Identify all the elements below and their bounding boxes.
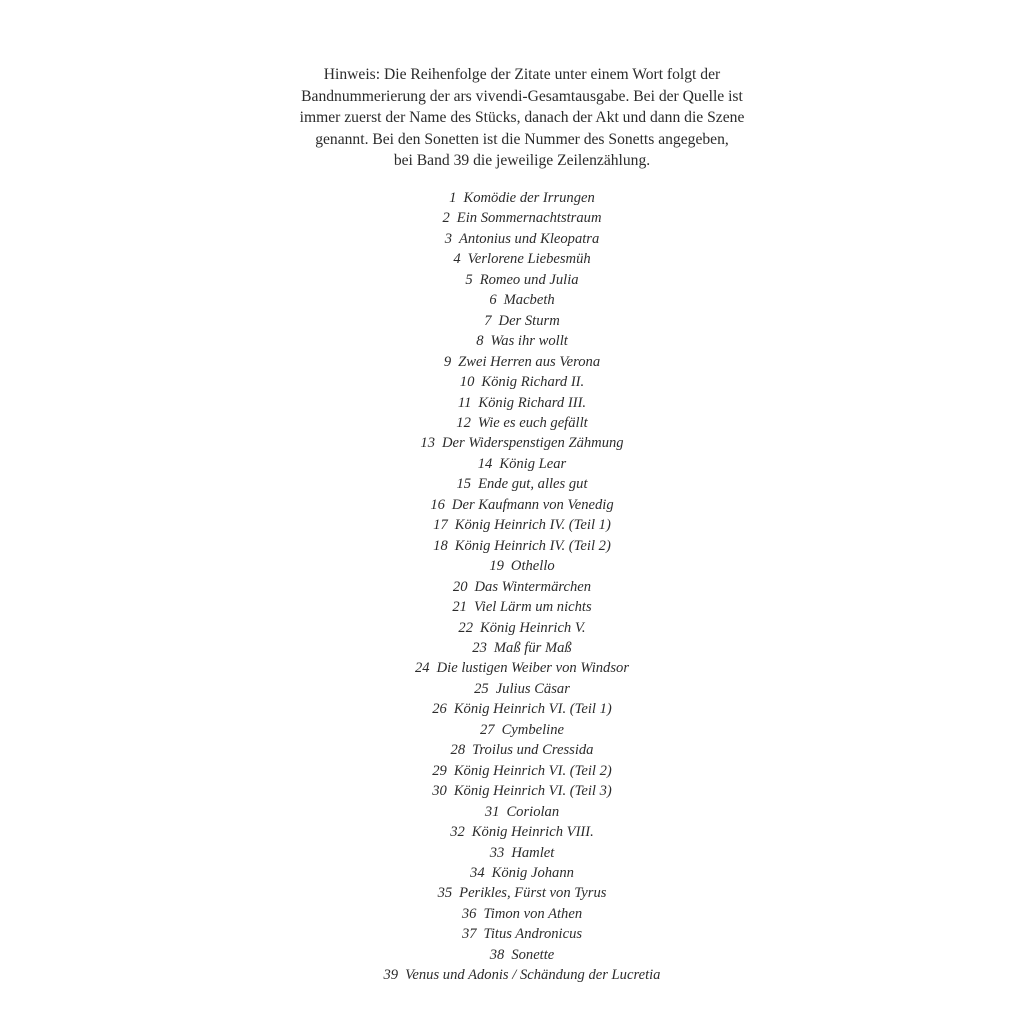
volume-number: 15 xyxy=(456,476,472,493)
volume-title: König Heinrich IV. (Teil 1) xyxy=(454,517,611,534)
volume-number: 3 xyxy=(444,230,453,247)
volume-number: 16 xyxy=(430,496,445,513)
volume-number: 10 xyxy=(459,374,475,391)
volume-title: Titus Andronicus xyxy=(483,926,583,943)
volume-title: Ein Sommernachtstraum xyxy=(456,210,602,227)
volume-title: Romeo und Julia xyxy=(479,271,579,288)
volume-title: König Heinrich V. xyxy=(480,619,586,636)
volume-list-item xyxy=(262,413,782,433)
volume-title: König Lear xyxy=(499,455,567,472)
volume-list-item xyxy=(262,270,782,290)
editorial-note xyxy=(262,64,782,172)
volume-number: 8 xyxy=(476,333,484,350)
volume-title: Was ihr wollt xyxy=(490,333,568,350)
volume-title: Timon von Athen xyxy=(483,905,583,922)
volume-list-item xyxy=(262,638,782,658)
editorial-note-line: bei Band 39 die jeweilige Zeilenzählung. xyxy=(393,152,651,169)
volume-number: 28 xyxy=(450,742,466,759)
volume-list-item xyxy=(262,495,782,515)
volume-title: König Heinrich VI. (Teil 1) xyxy=(453,701,612,718)
volume-list-item xyxy=(262,679,782,699)
volume-number: 37 xyxy=(461,926,477,943)
volume-list-item xyxy=(262,372,782,392)
volume-list-item xyxy=(262,761,782,781)
volume-number: 32 xyxy=(450,824,465,841)
volume-title: Perikles, Fürst von Tyrus xyxy=(459,885,607,902)
volume-list-item xyxy=(262,822,782,842)
volume-list-item xyxy=(262,352,782,372)
volume-number: 38 xyxy=(489,946,505,963)
volume-number: 18 xyxy=(433,537,448,554)
volume-title: Othello xyxy=(510,558,555,575)
volume-number: 33 xyxy=(489,844,505,861)
volume-title: Komödie der Irrungen xyxy=(463,190,595,206)
volume-title: Zwei Herren aus Verona xyxy=(458,353,601,370)
volume-number: 26 xyxy=(432,701,447,718)
volume-title: Viel Lärm um nichts xyxy=(473,599,592,616)
volume-number: 6 xyxy=(489,292,497,309)
volume-list-item xyxy=(262,577,782,597)
volume-title: Der Kaufmann von Venedig xyxy=(451,496,614,513)
volume-number: 13 xyxy=(420,435,435,452)
volume-number: 35 xyxy=(437,885,453,902)
volume-number: 14 xyxy=(477,455,493,472)
volume-list-item xyxy=(262,597,782,617)
editorial-note-line: immer zuerst der Name des Stücks, danach der Akt und dann die Szene xyxy=(299,109,745,126)
volume-list-item xyxy=(262,229,782,249)
volume-number: 11 xyxy=(457,394,472,411)
volume-list-item xyxy=(262,863,782,883)
volume-title: König Heinrich IV. (Teil 2) xyxy=(454,537,611,554)
volume-list-item xyxy=(262,720,782,740)
volume-title: König Heinrich VIII. xyxy=(471,824,594,841)
editorial-note-line: Hinweis: Die Reihenfolge der Zitate unter einem Wort folgt der xyxy=(323,66,721,83)
volume-list-item xyxy=(262,454,782,474)
volume-number: 24 xyxy=(415,660,430,677)
volume-title: König Richard II. xyxy=(481,374,585,391)
volume-list-item xyxy=(262,290,782,310)
volume-list-item xyxy=(262,781,782,801)
editorial-note-line: Bandnummerierung der ars vivendi-Gesamtausgabe. Bei der Quelle ist xyxy=(301,87,743,105)
volume-list-item xyxy=(262,208,782,228)
volume-title: König Heinrich VI. (Teil 3) xyxy=(453,783,612,800)
volume-list-item xyxy=(262,433,782,453)
volume-list-item xyxy=(262,699,782,719)
volume-number: 4 xyxy=(453,251,461,268)
volume-list-item xyxy=(262,515,782,535)
volume-list-item xyxy=(262,311,782,331)
volume-title: Antonius und Kleopatra xyxy=(459,230,600,247)
volume-list-item xyxy=(262,618,782,638)
volume-number: 5 xyxy=(465,271,473,288)
volume-list-item xyxy=(262,883,782,903)
volume-number: 19 xyxy=(489,558,504,575)
volume-list-item xyxy=(262,393,782,413)
volume-list-item xyxy=(262,331,782,351)
volume-title: Julius Cäsar xyxy=(495,680,570,697)
volume-list-item xyxy=(262,740,782,760)
volume-title: Der Sturm xyxy=(498,312,560,329)
volume-number: 36 xyxy=(461,905,477,922)
volume-title: Der Widerspenstigen Zähmung xyxy=(441,435,624,452)
volume-number: 7 xyxy=(484,312,492,329)
volume-title: Coriolan xyxy=(506,803,560,820)
volume-number: 21 xyxy=(452,599,467,616)
volume-number: 23 xyxy=(472,639,487,656)
volume-number: 25 xyxy=(474,680,489,697)
volume-title: Verlorene Liebesmüh xyxy=(467,251,591,268)
volume-title: Maß für Maß xyxy=(493,639,572,656)
volume-number: 30 xyxy=(432,783,447,800)
volume-title: Wie es euch gefällt xyxy=(477,414,588,431)
volume-list-item xyxy=(262,658,782,678)
volume-number: 1 xyxy=(449,190,457,206)
volume-number: 29 xyxy=(432,762,447,779)
volume-number: 27 xyxy=(479,721,495,738)
volume-list-item xyxy=(262,802,782,822)
volume-number: 2 xyxy=(442,210,450,227)
volume-list-item xyxy=(262,188,782,208)
editorial-note-line: genannt. Bei den Sonetten ist die Nummer des Sonetts angegeben, xyxy=(315,130,729,148)
volume-list-item xyxy=(262,843,782,863)
volume-list-item xyxy=(262,904,782,924)
volume-number: 12 xyxy=(456,414,471,431)
volume-title: Die lustigen Weiber von Windsor xyxy=(436,660,629,677)
volume-title: Hamlet xyxy=(511,844,555,861)
volume-number: 17 xyxy=(433,517,448,534)
volume-list-item xyxy=(262,924,782,944)
volume-number: 34 xyxy=(470,864,485,881)
volume-title: König Johann xyxy=(491,864,574,881)
volume-list-item xyxy=(262,536,782,556)
volume-list-item xyxy=(262,474,782,494)
volume-title: Das Wintermärchen xyxy=(474,578,592,595)
volume-list-item xyxy=(262,556,782,576)
volume-title: Troilus und Cressida xyxy=(472,742,594,759)
volume-title: König Heinrich VI. (Teil 2) xyxy=(453,762,612,779)
volume-title: Venus und Adonis / Schändung der Lucretia xyxy=(405,967,661,984)
volume-number: 39 xyxy=(383,967,399,984)
volume-list-item xyxy=(262,965,782,985)
volume-title: Ende gut, alles gut xyxy=(478,476,588,493)
volume-title: Cymbeline xyxy=(501,721,564,738)
volume-title: Macbeth xyxy=(503,292,555,309)
volume-number: 31 xyxy=(484,803,500,820)
volume-number: 20 xyxy=(452,578,468,595)
volume-list-item xyxy=(262,249,782,269)
volume-list-item xyxy=(262,945,782,965)
volume-number: 9 xyxy=(443,353,452,370)
volume-list xyxy=(262,188,782,986)
volume-number: 22 xyxy=(458,619,474,636)
volume-title: König Richard III. xyxy=(478,394,587,411)
volume-title: Sonette xyxy=(511,946,555,963)
